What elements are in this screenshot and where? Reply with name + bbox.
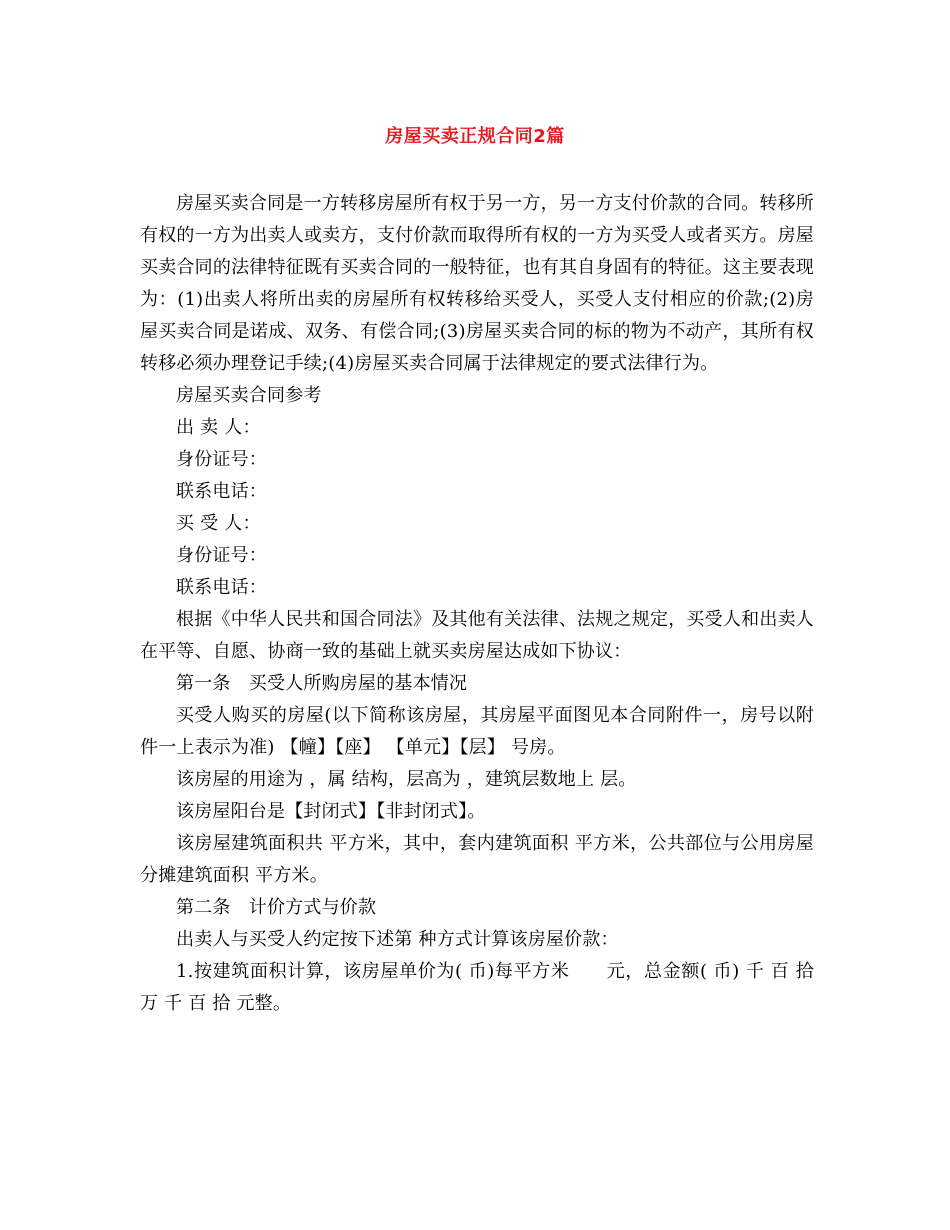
article-2-heading: 第二条 计价方式与价款 xyxy=(176,897,377,918)
seller-phone-label: 联系电话： xyxy=(176,481,267,502)
paragraph-legal-basis: 根据《中华人民共和国合同法》及其他有关法律、法规之规定，买受人和出卖人在平等、自愿、协商一致的基础上就买卖房屋达成如下协议： xyxy=(140,609,814,662)
paragraph-reference-heading: 房屋买卖合同参考 xyxy=(176,385,322,406)
paragraph-intro: 房屋买卖合同是一方转移房屋所有权于另一方，另一方支付价款的合同。转移所有权的一方为出卖人或卖方，支付价款而取得所有权的一方为买受人或者买方。房屋买卖合同的法律特征既有买卖合同的一般特征，也有其自身固有的特征。这主要表现为：(1)出卖人将所出卖的房屋所有权转移给买受人，买受人支付相应的价款;(2)房屋买卖合同是诺成、双务、有偿合同;(3)房屋买卖合同的标的物为不动产，其所有权转移必须办理登记手续;(4)房屋买卖合同属于法律规定的要式法律行为。 xyxy=(140,193,814,374)
paragraph-floor-area: 该房屋建筑面积共 平方米，其中，套内建筑面积 平方米，公共部位与公用房屋分摊建筑面积 平方米。 xyxy=(140,833,814,886)
document-body xyxy=(140,188,814,1020)
seller-label: 出 卖 人： xyxy=(176,417,261,438)
paragraph-price-by-area: 1.按建筑面积计算，该房屋单价为( 币)每平方米 元，总金额( 币) 千 百 拾 万 千 百 拾 元整。 xyxy=(140,961,814,1014)
paragraph-house-usage: 该房屋的用途为 ，属 结构，层高为 ，建筑层数地上 层。 xyxy=(176,769,637,790)
paragraph-house-description: 买受人购买的房屋(以下简称该房屋，其房屋平面图见本合同附件一，房号以附件一上表示为准) 【幢】【座】 【单元】【层】 号房。 xyxy=(140,705,814,758)
buyer-label: 买 受 人： xyxy=(176,513,261,534)
document-title: 房屋买卖正规合同2篇 xyxy=(385,126,565,147)
paragraph-pricing-method: 出卖人与买受人约定按下述第 种方式计算该房屋价款： xyxy=(176,929,619,950)
article-1-heading: 第一条 买受人所购房屋的基本情况 xyxy=(176,673,468,694)
seller-id-label: 身份证号： xyxy=(176,449,267,470)
paragraph-balcony: 该房屋阳台是【封闭式】【非封闭式】。 xyxy=(176,801,486,822)
buyer-phone-label: 联系电话： xyxy=(176,577,267,598)
buyer-id-label: 身份证号： xyxy=(176,545,267,566)
